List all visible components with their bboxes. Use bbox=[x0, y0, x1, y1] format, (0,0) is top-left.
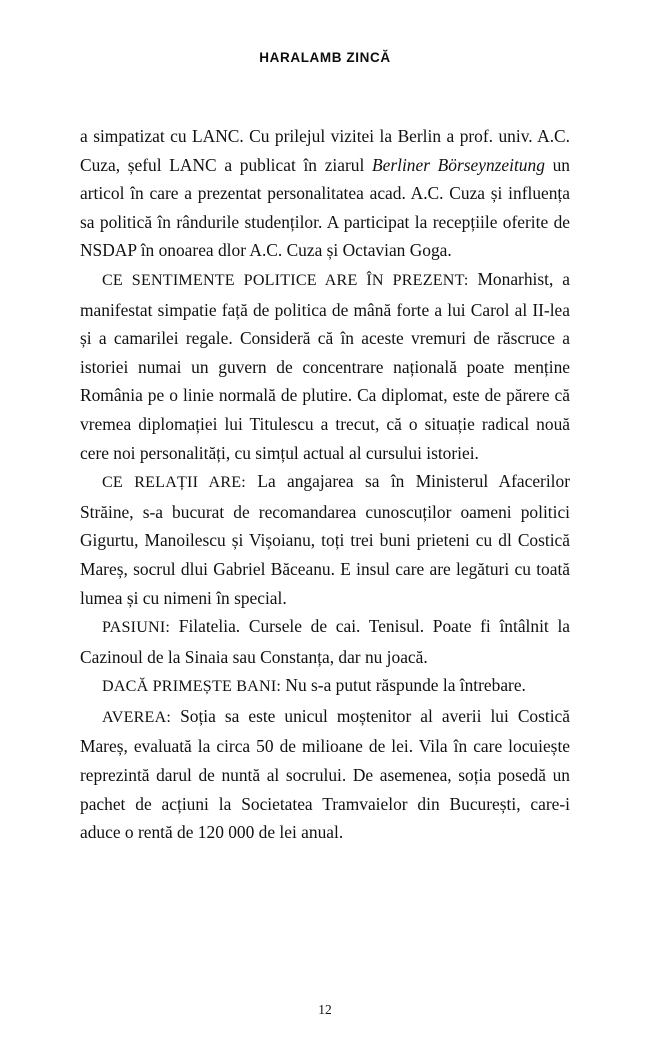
running-head: HARALAMB ZINCĂ bbox=[259, 50, 391, 65]
paragraph-lead-averea: AVEREA: bbox=[102, 708, 172, 726]
paragraph-body-sentimente: Monarhist, a manifestat simpatie față de politica de mână forte a lui Carol al II-lea și a camarilei regale. Consideră că în aceste vremuri de răscruce a istoriei numai un guvern de concentrare națională poate menține România pe o linie normală de plutire. Ca diplomat, este de părere că vremea diplomației lui Titulescu a trecut, că o situație radical nouă cere noi personalități, cu simțul actual al cursului istoriei. bbox=[80, 268, 570, 463]
paragraph-lanc bbox=[80, 122, 570, 265]
paragraph-lead-relatii: CE RELAȚII ARE: bbox=[102, 474, 246, 492]
paragraph-relatii bbox=[80, 467, 570, 612]
paragraph-text-after-italic: un articol în care a prezentat personalitatea acad. A.C. Cuza și influența sa politică în rândurile studenților. A participat la recepțiile oferite de NSDAP în onoarea dlor A.C. Cuza și Octavian Goga. bbox=[80, 154, 571, 261]
paragraph-body-pasiuni: Filatelia. Cursele de cai. Tenisul. Poate fi întâlnit la Cazinoul de la Sinaia sau Constanța, dar nu joacă. bbox=[80, 616, 570, 667]
paragraph-bani bbox=[80, 671, 570, 702]
paragraph-pasiuni bbox=[80, 612, 570, 671]
paragraph-averea bbox=[80, 702, 570, 847]
italic-publication-title: Berliner Börseynzeitung bbox=[372, 154, 545, 175]
paragraph-body-bani: Nu s-a putut răspunde la întrebare. bbox=[281, 675, 526, 696]
paragraph-lead-bani: DACĂ PRIMEȘTE BANI: bbox=[102, 678, 282, 696]
paragraph-body-averea: Soția sa este unicul moștenitor al averii lui Costică Mareș, evaluată la circa 50 de milioane de lei. Vila în care locuiește reprezintă darul de nuntă al socrului. De asemenea, soția posedă un pachet de acțiuni la Societatea Tramvaielor din București, care-i aduce o rentă de 120 000 de lei anual. bbox=[80, 705, 570, 843]
paragraph-lead-sentimente: CE SENTIMENTE POLITICE ARE ÎN PREZENT: bbox=[102, 271, 469, 289]
paragraph-text-before-italic: a simpatizat cu LANC. Cu prilejul vizitei la Berlin a prof. univ. A.C. Cuza, șeful LANC a publicat în ziarul bbox=[80, 126, 570, 175]
paragraph-body-relatii: La angajarea sa în Ministerul Afacerilor Străine, s-a bucurat de recomandarea cunoscuților oameni politici Gigurtu, Manoilescu și Vișoianu, toți trei buni prieteni cu dl Costică Mareș, socrul dlui Gabriel Băceanu. E insul care are legături cu toată lumea și cu nimeni în special. bbox=[80, 471, 570, 608]
paragraph-lead-pasiuni: PASIUNI: bbox=[102, 619, 171, 637]
page-number: 12 bbox=[318, 1002, 332, 1017]
paragraph-sentimente bbox=[80, 265, 570, 467]
body-text-column bbox=[80, 122, 570, 847]
